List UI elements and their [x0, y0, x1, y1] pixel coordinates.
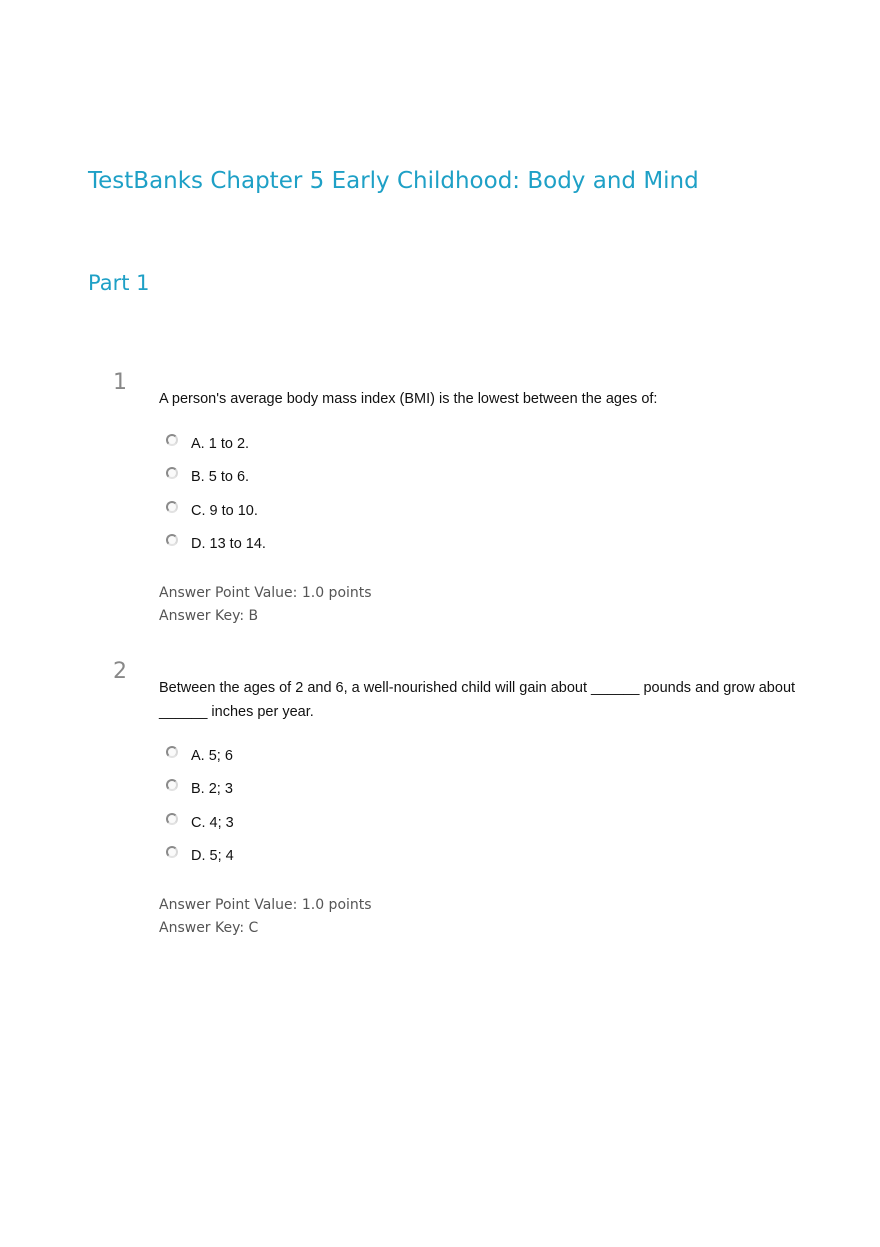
option-label: A. 1 to 2.: [191, 436, 250, 452]
radio-icon[interactable]: [166, 467, 178, 479]
option-label: D. 13 to 14.: [191, 536, 266, 552]
radio-icon[interactable]: [166, 534, 178, 546]
radio-icon[interactable]: [166, 746, 178, 758]
option-label: C. 9 to 10.: [191, 503, 258, 519]
option-d[interactable]: [166, 846, 234, 866]
option-label: C. 4; 3: [191, 815, 234, 831]
answer-point-value: Answer Point Value: 1.0 points: [159, 585, 372, 601]
answer-key: Answer Key: C: [159, 920, 259, 936]
part-heading: Part 1: [88, 271, 150, 295]
option-a[interactable]: [166, 746, 233, 766]
answer-point-value: Answer Point Value: 1.0 points: [159, 897, 372, 913]
document-title: TestBanks Chapter 5 Early Childhood: Body and Mind: [88, 168, 699, 194]
radio-icon[interactable]: [166, 813, 178, 825]
question-text: A person's average body mass index (BMI) is the lowest between the ages of:: [159, 391, 658, 407]
option-label: D. 5; 4: [191, 848, 234, 864]
option-b[interactable]: [166, 779, 233, 799]
radio-icon[interactable]: [166, 501, 178, 513]
question-number: 1: [113, 370, 127, 395]
option-d[interactable]: [166, 534, 266, 554]
option-c[interactable]: [166, 813, 234, 833]
radio-icon[interactable]: [166, 779, 178, 791]
option-b[interactable]: [166, 467, 249, 487]
option-a[interactable]: [166, 434, 249, 454]
option-c[interactable]: [166, 501, 258, 521]
radio-icon[interactable]: [166, 434, 178, 446]
option-label: A. 5; 6: [191, 748, 233, 764]
answer-key: Answer Key: B: [159, 608, 259, 624]
question-number: 2: [113, 659, 127, 684]
radio-icon[interactable]: [166, 846, 178, 858]
option-label: B. 5 to 6.: [191, 469, 250, 485]
option-label: B. 2; 3: [191, 781, 233, 797]
question-text: Between the ages of 2 and 6, a well-nourished child will gain about ______ pounds and grow about ______ inches per year.: [159, 680, 796, 720]
